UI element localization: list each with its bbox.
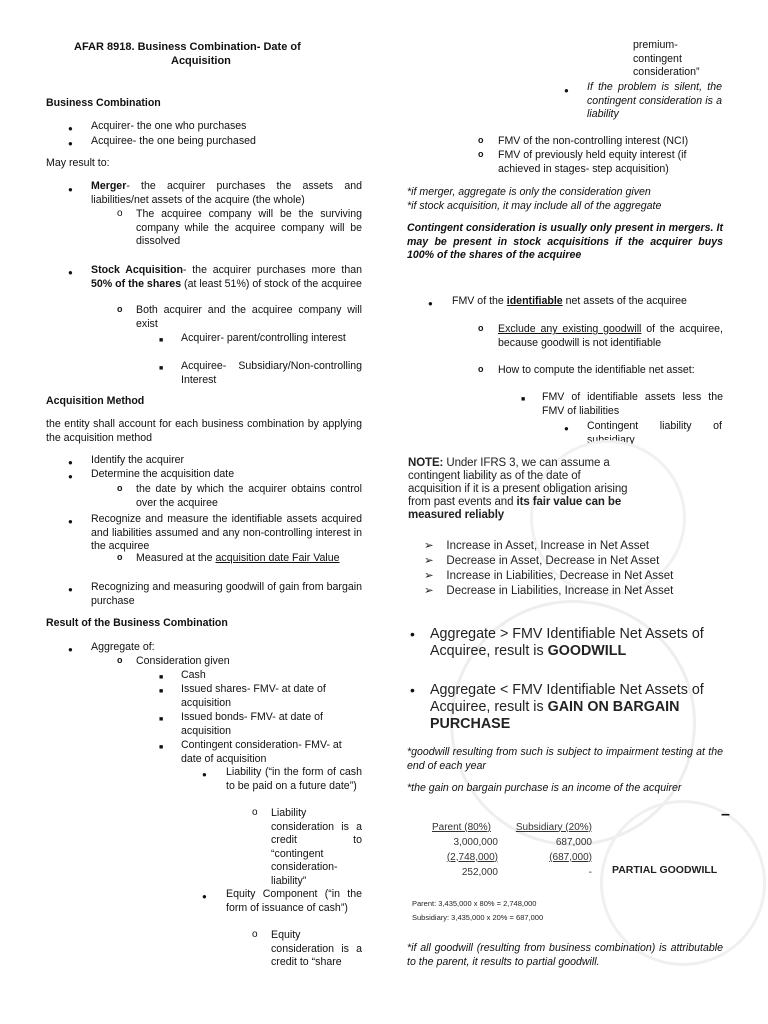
merger-item	[91, 180, 362, 207]
square-bullet-icon: ■	[159, 674, 164, 681]
bullet-icon: ●	[564, 424, 569, 433]
stock-parent: Acquirer- parent/controlling interest	[181, 332, 346, 344]
contingent-continued: premium-contingent consideration”	[633, 39, 700, 79]
parent-calc: Parent: 3,435,000 x 80% = 2,748,000	[412, 899, 537, 908]
fmv-text-a: FMV of the	[452, 295, 507, 307]
fair-value-text: acquisition date Fair Value	[215, 552, 340, 564]
title-line-1: AFAR 8918. Business Combination- Date of	[74, 41, 301, 53]
bullet-icon: ●	[68, 472, 73, 481]
step-recognize-sub	[136, 552, 362, 566]
circle-bullet-icon: o	[117, 655, 123, 665]
square-bullet-icon: ■	[159, 365, 164, 372]
square-bullet-icon: ■	[159, 688, 164, 695]
acquiree-definition: Acquiree- the one being purchased	[91, 135, 256, 147]
exclude-goodwill	[498, 323, 723, 350]
bullet-icon: ●	[68, 139, 73, 148]
aggregate-of: Aggregate of:	[91, 641, 155, 653]
step-identify-acquirer: Identify the acquirer	[91, 454, 185, 466]
title-line-2: Acquisition	[171, 55, 231, 67]
table-cell: -	[588, 866, 592, 878]
effect-text: Increase in Liabilities, Decrease in Net Asset	[446, 570, 674, 582]
fmv-identifiable-word: identifiable	[506, 295, 563, 307]
table-cell: 3,000,000	[453, 836, 498, 848]
agg-gt-text: Aggregate > FMV Identifiable Net Assets of Acquiree, result is	[430, 626, 704, 659]
effect-row	[424, 585, 673, 599]
computation-table	[428, 820, 596, 880]
square-bullet-icon: ■	[159, 337, 164, 344]
effect-row	[424, 540, 649, 554]
stock-label: Stock Acquisition	[91, 264, 183, 276]
fmv-nci: FMV of the non-controlling interest (NCI)	[498, 135, 689, 147]
stock-note: *if stock acquisition, it may include all of the aggregate	[407, 200, 662, 212]
table-row	[428, 850, 596, 865]
fmv-text-b: net assets of the acquiree	[562, 295, 687, 307]
table-cell: 687,000	[555, 836, 592, 848]
liability-sub: Liability consideration is a credit to “contingent consideration-liability”	[271, 807, 362, 887]
stock-acquisition-item	[91, 264, 362, 291]
table-header: Parent (80%)	[432, 821, 491, 833]
table-header: Subsidiary (20%)	[515, 821, 592, 833]
step-recognize: Recognize and measure the identifiable assets acquired and liabilities assumed and any non-controlling interest in the acquiree	[91, 513, 362, 553]
merger-note: *if merger, aggregate is only the consideration given	[407, 186, 651, 198]
bullet-icon: •	[410, 626, 415, 642]
circle-bullet-icon: o	[252, 929, 258, 940]
table-header-row	[428, 820, 596, 835]
ifrs-note-box	[408, 457, 630, 522]
circle-bullet-icon: o	[478, 323, 484, 333]
note-label: NOTE:	[408, 457, 444, 469]
bullet-icon: ●	[428, 299, 433, 308]
circle-bullet-icon: o	[478, 149, 484, 159]
cash-item: Cash	[181, 669, 206, 681]
bullet-icon: ●	[68, 268, 73, 277]
how-compute-sub: FMV of identifiable assets less the FMV of liabilities	[542, 391, 723, 417]
measured-text: Measured at the	[136, 552, 216, 564]
bullet-icon: ●	[68, 185, 73, 194]
stock-text-1: - the acquirer purchases more than	[182, 264, 362, 276]
issued-bonds-item: Issued bonds- FMV- at date of acquisition	[181, 711, 323, 737]
step-determine-date: Determine the acquisition date	[91, 468, 235, 480]
effect-row	[424, 555, 659, 569]
exclude-underlined: Exclude any existing goodwill	[498, 323, 642, 335]
equity-item: Equity Component (“in the form of issuance of cash”)	[226, 888, 362, 914]
dash-mark: –	[721, 806, 730, 823]
heading-acquisition-method: Acquisition Method	[46, 395, 145, 407]
how-compute: How to compute the identifiable net asset:	[498, 364, 695, 376]
square-bullet-icon: ■	[159, 744, 164, 751]
bullet-icon: ●	[68, 458, 73, 467]
heading-result: Result of the Business Combination	[46, 617, 228, 629]
effect-row	[424, 570, 673, 584]
bullet-icon: ●	[68, 124, 73, 133]
effect-text: Decrease in Liabilities, Increase in Net Asset	[446, 585, 674, 597]
liability-item: Liability (“in the form of cash to be paid on a future date”)	[226, 766, 362, 792]
square-bullet-icon: ■	[521, 396, 526, 403]
acquirer-definition: Acquirer- the one who purchases	[91, 120, 247, 132]
agg-lt-text: Aggregate < FMV Identifiable Net Assets of Acquiree, result is	[430, 682, 704, 715]
circle-bullet-icon: o	[117, 304, 123, 314]
heading-business-combination: Business Combination	[46, 97, 161, 109]
stock-bold: 50% of the shares	[91, 277, 182, 290]
agg-gt-result: GOODWILL	[547, 643, 627, 659]
equity-sub: Equity consideration is a credit to “share	[271, 929, 362, 969]
partial-goodwill-note: *if all goodwill (resulting from business combination) is attributable to the parent, it results to partial goodwill.	[407, 942, 723, 968]
gain-income-note: *the gain on bargain purchase is an income of the acquirer	[407, 782, 682, 794]
circle-bullet-icon: o	[117, 483, 123, 493]
step-goodwill: Recognizing and measuring goodwill of gain from bargain purchase	[91, 581, 362, 607]
merger-text: - the acquirer purchases the assets and liabilities/net assets of the acquire (the whole)	[91, 180, 362, 206]
arrow-right-icon: ➢	[424, 555, 434, 567]
note-bold: its fair value can be measured reliably	[408, 496, 622, 521]
merger-label: Merger	[91, 180, 127, 192]
bullet-icon: ●	[68, 645, 73, 654]
goodwill-table	[428, 820, 596, 880]
effect-text: Increase in Asset, Increase in Net Asset	[446, 540, 650, 552]
consideration-given: Consideration given	[136, 655, 230, 667]
table-cell: (2,748,000)	[446, 851, 498, 863]
arrow-right-icon: ➢	[424, 540, 434, 552]
bullet-icon: ●	[202, 892, 207, 901]
table-cell: 252,000	[461, 866, 498, 878]
circle-bullet-icon: o	[478, 135, 484, 145]
effect-text: Decrease in Asset, Decrease in Net Asset	[446, 555, 660, 567]
contingent-liability-sub: Contingent liability of subsidiary	[587, 420, 722, 446]
acquisition-method-text: the entity shall account for each business combination by applying the acquisition method	[46, 418, 362, 444]
bullet-icon: ●	[202, 770, 207, 779]
square-bullet-icon: ■	[159, 716, 164, 723]
arrow-right-icon: ➢	[424, 570, 434, 582]
contingent-item: Contingent consideration- FMV- at date of acquisition	[181, 739, 342, 765]
bullet-icon: •	[410, 682, 415, 698]
circle-bullet-icon: o	[252, 807, 258, 818]
stock-text-2: (at least 51%) of stock of the acquiree	[181, 277, 362, 290]
aggregate-greater	[430, 626, 730, 660]
note-body: Under IFRS 3, we can assume a contingent liability as of the date of acquisition if it is a present obligation arising from past events and	[408, 457, 628, 508]
bullet-icon: ●	[68, 517, 73, 526]
circle-bullet-icon: o	[478, 364, 484, 374]
exclude-rest: of the acquiree, because goodwill is not identifiable	[498, 323, 723, 349]
step-date-sub: the date by which the acquirer obtains control over the acquiree	[136, 483, 362, 509]
goodwill-impairment-note: *goodwill resulting from such is subject to impairment testing at the end of each year	[407, 746, 723, 772]
stock-sub: Both acquirer and the acquiree company will exist	[136, 304, 362, 330]
circle-bullet-icon: o	[117, 208, 123, 219]
issued-shares-item: Issued shares- FMV- at date of acquisition	[181, 683, 326, 709]
bullet-icon: ●	[68, 585, 73, 594]
document-title	[46, 40, 376, 68]
subsidiary-calc: Subsidiary: 3,435,000 x 20% = 687,000	[412, 913, 544, 922]
merger-sub: The acquiree company will be the surviving company while the acquiree company will be dissolved	[136, 208, 362, 248]
partial-goodwill-label: PARTIAL GOODWILL	[612, 864, 718, 876]
table-row	[428, 865, 596, 880]
may-result-label: May result to:	[46, 157, 110, 169]
circle-bullet-icon: o	[117, 552, 123, 562]
agg-lt-result: GAIN ON BARGAIN PURCHASE	[430, 699, 680, 732]
arrow-right-icon: ➢	[424, 585, 434, 597]
table-row	[428, 835, 596, 850]
silent-note: If the problem is silent, the contingent consideration is a liability	[587, 81, 722, 121]
aggregate-less	[430, 682, 730, 733]
fmv-identifiable	[452, 295, 722, 309]
contingent-bold-note: Contingent consideration is usually only present in mergers. It may be present in stock acquisitions if the acquirer buys 100% of the shares of the acquiree	[407, 222, 723, 262]
bullet-icon: ●	[564, 86, 569, 95]
table-cell: (687,000)	[549, 851, 592, 863]
fmv-previous: FMV of previously held equity interest (if achieved in stages- step acquisition)	[498, 149, 687, 175]
stock-subsidiary: Acquiree- Subsidiary/Non-controlling Interest	[181, 360, 362, 386]
